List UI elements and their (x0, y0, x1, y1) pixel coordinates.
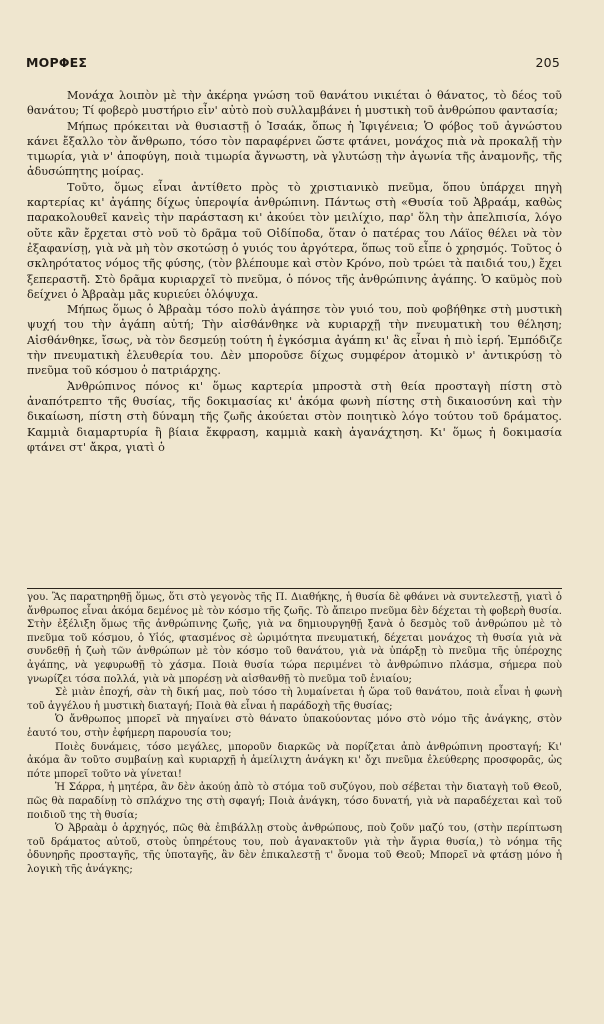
footnotes (27, 591, 562, 876)
running-title: ΜΟΡΦΕΣ (26, 55, 88, 70)
body-paragraph: Τοῦτο, ὅμως εἶναι ἀντίθετο πρὸς τὸ χριστιανικὸ πνεῦμα, ὅπου ὑπάρχει πηγὴ καρτερίας κι' ἀγάπης δίχως ὑπεροψία ἀνθρώπινη. Πάντως στὴ «Θυσία τοῦ Ἀβραάμ, καθὼς παρακολουθεῖ κανεὶς τὴν παράσταση κι' ἀκούει τὸν μειλίχιο, παρ' ὅλη τὴν ἀπελπισία, λόγο οὔτε κἂν ἔρχεται στὸ νοῦ τὸ δρᾶμα τοῦ Οἰδίποδα, ὅταν ὁ πατέρας του Λάϊος θέλει νὰ τὸν ἐξαφανίσῃ, γιὰ νὰ μὴ τὸν σκοτώσῃ ὁ γυιός του ἀργότερα, ὅπως τοῦ εἶπε ὁ χρησμός. Τοῦτος ὁ σκληρότατος νόμος τῆς φύσης, (τὸν βλέπουμε καὶ στὸν Κρόνο, ποὺ τρώει τὰ παιδιά του,) ἔχει ξεπεραστῆ. Στὸ δρᾶμα κυριαρχεῖ τὸ πνεῦμα, ὁ πόνος τῆς ἀνθρώπινης ἀγάπης. Ὁ καϋμὸς ποὺ δείχνει ὁ Ἀβραὰμ μᾶς κυριεύει ὁλόψυχα. (27, 180, 562, 301)
running-header (26, 55, 560, 70)
body-paragraph: Μονάχα λοιπὸν μὲ τὴν ἀκέρηα γνώση τοῦ θανάτου νικιέται ὁ θάνατος, τὸ δέος τοῦ θανάτου; Τί φοβερὸ μυστήριο εἶν' αὐτὸ ποὺ συλλαμβάνει ἡ μυστικὴ τοῦ ἀνθρώπου φαντασία; (27, 89, 562, 118)
footnote-divider (27, 588, 562, 589)
footnote-paragraph: Ἡ Σάρρα, ἡ μητέρα, ἂν δὲν ἀκούῃ ἀπὸ τὸ στόμα τοῦ συζύγου, ποὺ σέβεται τὴν διαταγὴ τοῦ Θεοῦ, πῶς θὰ παραδίνῃ τὸ σπλάχνο της στὴ σφαγή; Ποιὰ ἀνάγκη, τόσο δυνατή, γιὰ νὰ παραδέχεται καὶ τοῦ ποιδιοῦ της τὴ θυσία; (27, 782, 562, 821)
footnote-paragraph: Ποιὲς δυνάμεις, τόσο μεγάλες, μποροῦν διαρκῶς νὰ πορίζεται ἀπὸ ἀνθρώπινη προσταγή; Κι' ἀκόμα ἂν τοῦτο συμβαίνῃ καὶ κυριαρχῇ ἡ ἀμείλιχτη ἀνάγκη κι' ὄχι πνεῦμα ἐλεύθερης προσφορᾶς, ὡς πότε μπορεῖ τοῦτο νὰ γίνεται! (27, 741, 562, 780)
footnote-paragraph: γου. Ἂς παρατηρηθῇ ὅμως, ὅτι στὸ γεγονὸς τῆς Π. Διαθήκης, ἡ θυσία δὲ φθάνει νὰ συντελεστῇ, γιατὶ ὁ ἄνθρωπος εἶναι ἀκόμα δεμένος μὲ τὸν κόσμο τῆς ζωῆς. Τὸ ἄπειρο πνεῦμα δὲν δέχεται τὴ φοβερὴ θυσία. Στὴν ἐξέλιξη ὅμως τῆς ἀνθρώπινης ζωῆς, γιὰ να δημιουργηθῇ ξανὰ ὁ δεσμὸς τοῦ ἀνθρώπου μὲ τὸ πνεῦμα τοῦ κόσμου, ὁ Υἱός, φτασμένος σὲ ὡριμότητα πνευματική, δέχεται μονάχος τὴ θυσία γιὰ νὰ συνδεθῇ ἡ ζωὴ τῶν ἀνθρώπων μὲ τὸν κόσμο τοῦ θανάτου, γιὰ νὰ ὑπάρξῃ τὸ πνεῦμα τῆς ὑπέροχης ἀγάπης, νὰ γεφυρωθῇ τὸ χάσμα. Ποιὰ θυσία τώρα περιμένει τὸ ἀνθρώπινο πλάσμα, σήμερα ποὺ γνωρίζει τόσα πολλά, γιὰ νὰ μπορέσῃ νὰ αἰσθανθῇ τὸ πνεῦμα τοῦ ἐνιαίου; (27, 592, 562, 685)
footnote-paragraph: Σὲ μιὰν ἐποχή, σὰν τὴ δική μας, ποὺ τόσο τὴ λυμαίνεται ἡ ὥρα τοῦ θανάτου, ποιὰ εἶναι ἡ φωνὴ τοῦ ἀγγέλου ἡ μυστικὴ διαταγή; Ποιὰ θὰ εἶναι ἡ παράδοχὴ τῆς θυσίας; (27, 687, 562, 712)
page-number: 205 (535, 55, 560, 70)
body-paragraph: Ἀνθρώπινος πόνος κι' ὅμως καρτερία μπροστὰ στὴ θεία προσταγὴ πίστη στὸ ἀναπότρεπτο τῆς θυσίας, τῆς δοκιμασίας κι' ἀκόμα φωνὴ πίστης στὴ δικαιοσύνη καὶ τὴν δικαίωση, πίστη στὴ δύναμη τῆς ζωῆς ἀκούεται στὸν ποιητικὸ λόγο τούτου τοῦ δράματος. Καμμιὰ διαμαρτυρία ἢ βίαια ἔκφραση, καμμιὰ κακὴ ἀγανάχτηση. Κι' ὅμως ἡ δοκιμασία φτάνει στ' ἄκρα, γιατὶ ὁ (27, 379, 562, 454)
main-text (27, 88, 562, 455)
footnote-paragraph: Ὁ Ἀβραὰμ ὁ ἀρχηγός, πῶς θὰ ἐπιβάλλῃ στοὺς ἀνθρώπους, ποὺ ζοῦν μαζύ του, (στὴν περίπτωση τοῦ δράματος αὐτοῦ, στοὺς ὑπηρέτους του, ποὺ ἀγανακτοῦν γιὰ τὴν ἄγρια θυσία,) τὸ νόημα τῆς ὀδυνηρῆς προσταγῆς, τῆς ὑποταγῆς, ἂν δὲν ἐπικαλεστῇ τ' ὄνομα τοῦ Θεοῦ; Μπορεῖ νὰ φτάσῃ μόνο ἡ λογικὴ τῆς ἀνάγκης; (27, 823, 562, 875)
footnote-paragraph: Ὁ ἄνθρωπος μπορεῖ νὰ πηγαίνει στὸ θάνατο ὑπακούοντας μόνο στὸ νόμο τῆς ἀνάγκης, στὸν ἑαυτό του, στὴν ἐφήμερη παρουσία του; (27, 714, 562, 739)
body-paragraph: Μήπως πρόκειται νὰ θυσιαστῇ ὁ Ἰσαάκ, ὅπως ἡ Ἰφιγένεια; Ὁ φόβος τοῦ ἀγνώστου κάνει ἔξαλλο τὸν ἄνθρωπο, τόσο τὸν παραφέρνει ὥστε φτάνει, μονάχος πιὰ νὰ προκαλῇ τὴν τιμωρία, γιὰ ν' ἀποφύγη, ποιὰ τιμωρία ἄγνωστη, νὰ γλυτώσῃ τὴν ἀγωνία τῆς ἀναμονῆς, τῆς ἀδυσώπητης μοίρας. (27, 119, 562, 179)
body-paragraph: Μήπως ὅμως ὁ Ἀβραὰμ τόσο πολὺ ἀγάπησε τὸν γυιό του, ποὺ φοβήθηκε στὴ μυστικὴ ψυχή του τὴν ἀγάπη αὐτή; Τὴν αἰσθάνθηκε νὰ κυριαρχῇ τὴν πνευματικὴ του θέληση; Αἰσθάνθηκε, ἴσως, νὰ τὸν δεσμεύῃ τούτη ἡ ἐγκόσμια ἀγάπη κι' ἂς εἶναι ἡ πιὸ ἱερή. Ἐμπόδιζε τὴν πνευματικὴ ἐλευθερία του. Δὲν μποροῦσε δίχως συμφέρον ἀτομικὸ ν' ἀντικρύσῃ τὸ πνεῦμα τοῦ κόσμου ὁ πατριάρχης. (27, 303, 562, 378)
